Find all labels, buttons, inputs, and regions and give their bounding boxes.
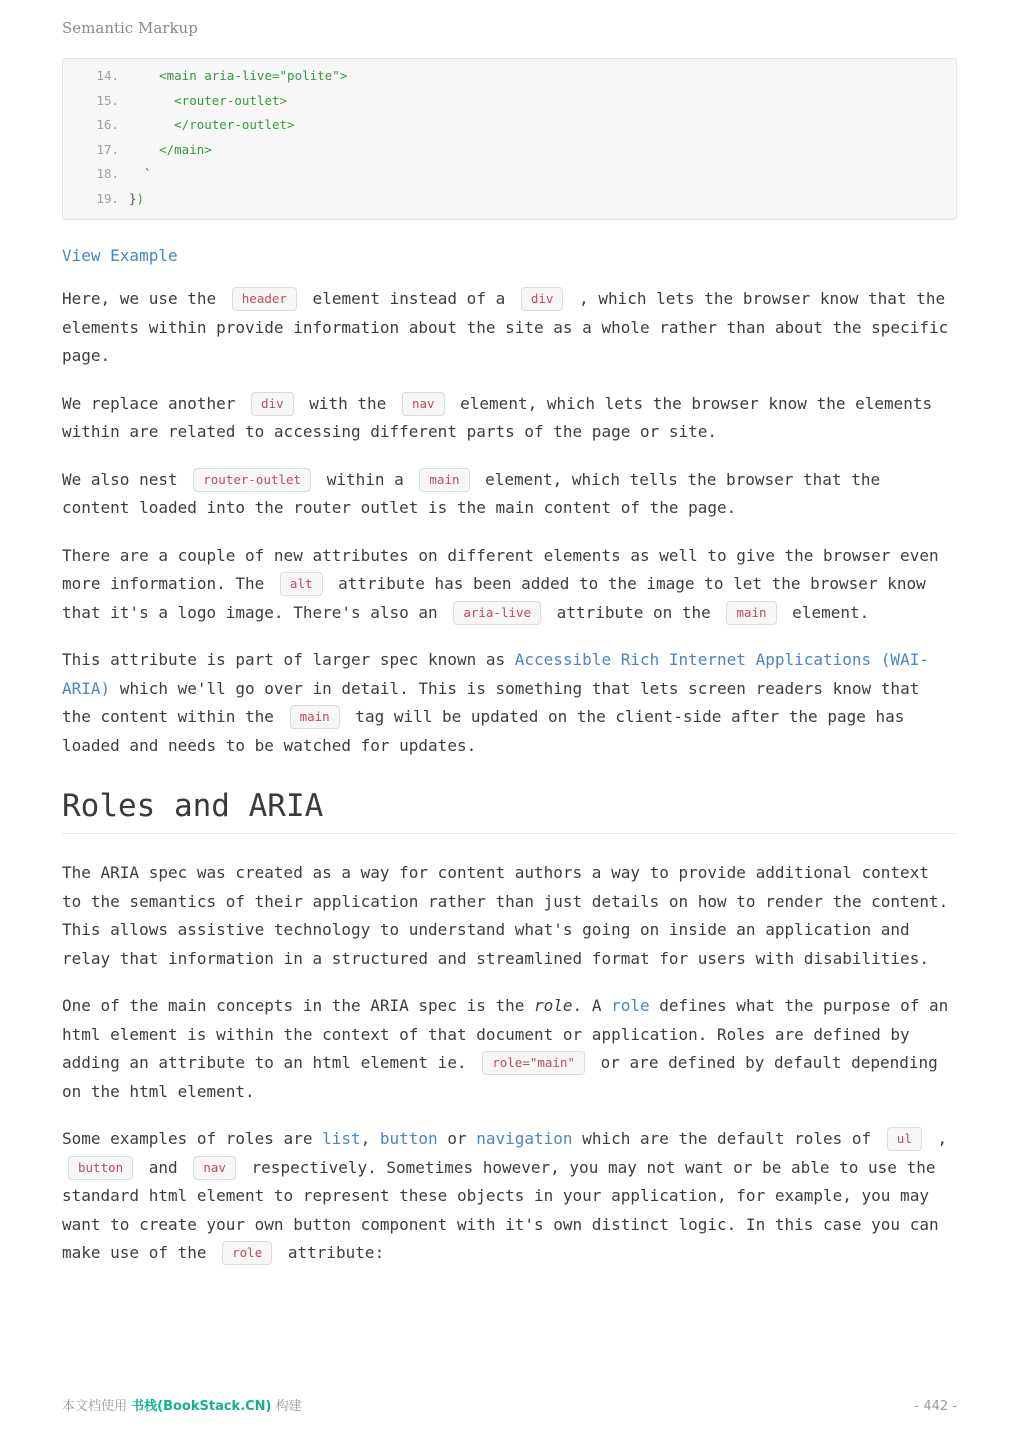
line-number: 15. [96, 92, 119, 108]
text-run: defines what the purpose of an html element is within the context of that document or application. Roles are defined by adding an attribute to an html element ie. [62, 996, 949, 1072]
code-line [77, 138, 942, 163]
inline-code-badge: role [222, 1241, 272, 1265]
code-block [62, 58, 957, 220]
inline-code-badge: alt [280, 572, 323, 596]
page-number: - 442 - [914, 1399, 957, 1414]
inline-code-badge: div [251, 392, 294, 416]
text-run: attribute on the [547, 602, 721, 622]
text-run: and [139, 1157, 188, 1177]
text-run: Some examples of roles are [62, 1129, 323, 1148]
code-text: }) [129, 190, 145, 206]
code-line [77, 64, 942, 89]
inline-code-badge: nav [193, 1156, 236, 1180]
text-run: We replace another [62, 393, 246, 413]
text-run: attribute: [278, 1243, 385, 1262]
bookstack-brand-link[interactable]: 书栈(BookStack.CN) [131, 1399, 272, 1414]
line-number: 16. [96, 117, 119, 132]
code-text: </router-outlet> [129, 117, 295, 132]
text-run: , [360, 1129, 380, 1148]
code-line [77, 113, 942, 138]
paragraph [62, 285, 957, 371]
line-number: 17. [96, 141, 119, 157]
text-run: element, which tells the browser that the content loaded into the router outlet is the main content of the page. [62, 469, 881, 517]
code-text: <router-outlet> [129, 92, 288, 108]
inline-code-badge: ul [887, 1127, 922, 1151]
text-link[interactable]: navigation [476, 1129, 573, 1148]
text-link[interactable]: Accessible Rich Internet Applications (WAI-ARIA) [62, 650, 929, 698]
inline-code-badge: main [419, 468, 469, 492]
article [62, 285, 957, 1268]
code-line [77, 187, 942, 212]
footer-build-note [62, 1395, 302, 1414]
text-run: respectively. Sometimes however, you may not want or be able to use the standard html element to represent these objects in your application, for example, you may want to create your own button component with it's own distinct logic. In this case you can make use of the [62, 1157, 939, 1262]
code-line [77, 162, 942, 187]
paragraph [62, 542, 957, 628]
text-run: , [927, 1129, 948, 1148]
document-title: Semantic Markup [62, 19, 198, 37]
view-example-line [62, 246, 957, 266]
text-run: with the [299, 393, 396, 413]
paragraph [62, 466, 957, 523]
page-content [62, 18, 957, 1268]
inline-code-badge: main [290, 705, 340, 729]
inline-code-badge: button [68, 1156, 133, 1180]
paragraph [62, 992, 957, 1106]
paragraph [62, 859, 957, 973]
inline-code-badge: router-outlet [193, 468, 311, 492]
text-run: We also nest [62, 469, 188, 489]
text-run: within a [317, 469, 414, 489]
text-link[interactable]: button [379, 1129, 438, 1148]
paragraph [62, 390, 957, 447]
code-line [77, 89, 942, 114]
text-run: . A [572, 996, 612, 1015]
section-heading: Roles and ARIA [62, 788, 957, 834]
text-run: or [437, 1129, 477, 1148]
inline-code-badge: aria-live [453, 601, 541, 625]
line-number: 14. [96, 68, 119, 83]
page-footer [62, 1395, 957, 1414]
text-run: , which lets the browser know that the elements within provide information about the site as a whole rather than about the specific page. [62, 289, 949, 365]
text-run: which are the default roles of [572, 1129, 881, 1148]
text-run: which we'll go over in detail. This is something that lets screen readers know that the content within the [62, 678, 920, 726]
text-run: or are defined by default depending on the html element. [62, 1053, 938, 1101]
text-run: element. [782, 602, 870, 622]
paragraph [62, 1125, 957, 1268]
text-link[interactable]: list [322, 1129, 361, 1148]
code-text: <main aria-live="polite"> [129, 68, 348, 83]
footer-text-prefix: 本文档使用 [62, 1399, 132, 1414]
text-run: One of the main concepts in the ARIA spec is the [62, 996, 535, 1015]
text-run: There are a couple of new attributes on different elements as well to give the browser even more information. The [62, 545, 939, 593]
text-link[interactable]: role [611, 996, 650, 1015]
text-run: This attribute is part of larger spec known as [62, 650, 515, 669]
text-run: The ARIA spec was created as a way for content authors a way to provide additional context to the semantics of their application rather than just details on how to render the content. This allows assistive technology to understand what's going on inside an application and relay that information in a structured and streamlined format for users with disabilities. [62, 863, 949, 968]
code-text: </main> [129, 141, 212, 157]
inline-code-badge: header [232, 287, 297, 311]
text-run: element, which lets the browser know the elements within are related to accessing different parts of the page or site. [62, 393, 933, 441]
text-run: Here, we use the [62, 289, 226, 308]
code-text: ` [129, 166, 152, 181]
view-example-link[interactable]: View Example [62, 246, 178, 265]
text-run: tag will be updated on the client-side after the page has loaded and needs to be watched for updates. [62, 707, 905, 755]
footer-text-suffix: 构建 [271, 1399, 302, 1414]
inline-code-badge: nav [402, 392, 445, 416]
code-block-lines [77, 64, 942, 211]
line-number: 19. [96, 190, 119, 206]
paragraph [62, 646, 957, 760]
text-run: element instead of a [302, 289, 515, 308]
inline-code-badge: div [521, 287, 564, 311]
text-run: attribute has been added to the image to let the browser know that it's a logo image. There's also an [62, 574, 926, 622]
inline-code-badge: main [726, 601, 776, 625]
line-number: 18. [96, 166, 119, 181]
inline-code-badge: role="main" [482, 1051, 585, 1075]
emphasis-text: role [534, 996, 573, 1015]
